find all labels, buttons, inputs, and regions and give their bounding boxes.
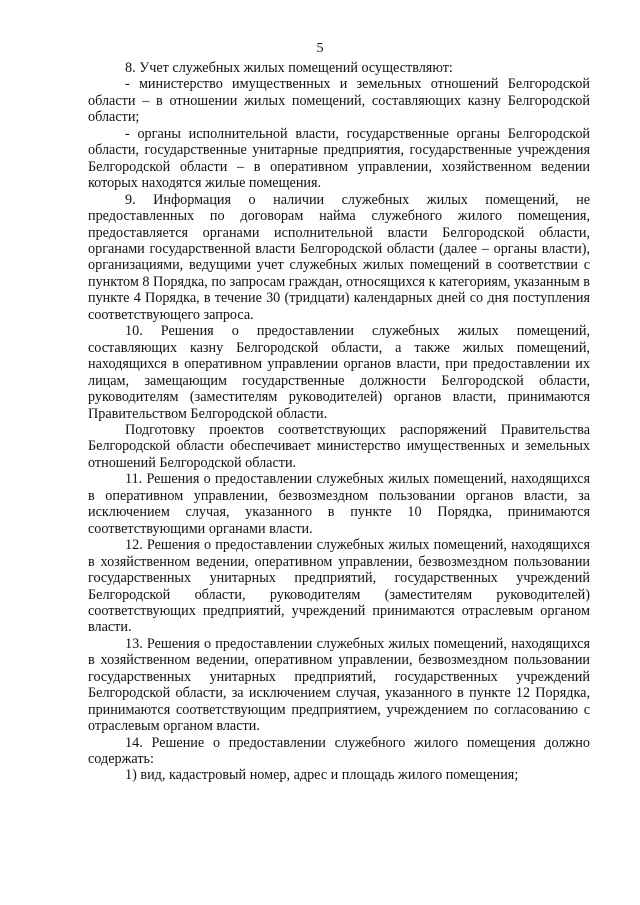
paragraph-10: 10. Решения о предоставлении служебных жилых помещений, составляющих казну Белгородской области, а также жилых помещений, находящихся в оперативном управлении органов власти, при предоставлении их лицам, замещающим государственные должности Белгородской области, руководителям (заместителям руководителей) органов власти, принимаются Правительством Белгородской области. [88, 323, 590, 422]
document-body [88, 60, 590, 784]
paragraph-14-item-1: 1) вид, кадастровый номер, адрес и площадь жилого помещения; [125, 767, 519, 784]
paragraph-14: 14. Решение о предоставлении служебного жилого помещения должно содержать: [88, 734, 590, 768]
page-number: 5 [316, 41, 324, 56]
paragraph-8-item-ministry: - министерство имущественных и земельных отношений Белгородской области – в отношении жилых помещений, составляющих казну Белгородской области; [88, 76, 590, 126]
paragraph-8-item-authorities: - органы исполнительной власти, государственные органы Белгородской области, государственные унитарные предприятия, государственные учреждения Белгородской области – в оперативном управлении, хозяйственном ведении которых находятся жилые помещения. [88, 125, 590, 192]
paragraph-13: 13. Решения о предоставлении служебных жилых помещений, находящихся в хозяйственном ведении, оперативном управлении, безвозмездном пользовании государственных унитарных предприятий, государственных учреждений Белгородской области, за исключением случая, указанного в пункте 12 Порядка, принимаются соответствующим предприятием, учреждением по согласованию с отраслевым органом власти. [88, 635, 590, 735]
paragraph-10-preparation: Подготовку проектов соответствующих распоряжений Правительства Белгородской области обеспечивает министерство имущественных и земельных отношений Белгородской области. [88, 421, 590, 471]
paragraph-9: 9. Информация о наличии служебных жилых помещений, не предоставленных по договорам найма служебного жилого помещения, предоставляется органами исполнительной власти Белгородской области, органами государственной власти Белгородской области (далее – органы власти), организациями, ведущими учет служебных жилых помещений в соответствии с пунктом 8 Порядка, по запросам граждан, относящихся к категориям, указанным в пункте 4 Порядка, в течение 30 (тридцати) календарных дней со дня поступления соответствующего запроса. [88, 191, 590, 323]
paragraph-12: 12. Решения о предоставлении служебных жилых помещений, находящихся в хозяйственном ведении, оперативном управлении, безвозмездном пользовании государственных унитарных предприятий, государственных учреждений Белгородской области, руководителям (заместителям руководителей) соответствующих предприятий, учреждений принимаются отраслевым органом власти. [88, 537, 590, 636]
paragraph-8: 8. Учет служебных жилых помещений осуществляют: [125, 60, 453, 76]
paragraph-11: 11. Решения о предоставлении служебных жилых помещений, находящихся в оперативном управлении, безвозмездном пользовании органов власти, за исключением случая, указанного в пункте 10 Порядка, принимаются соответствующими органами власти. [88, 471, 590, 537]
